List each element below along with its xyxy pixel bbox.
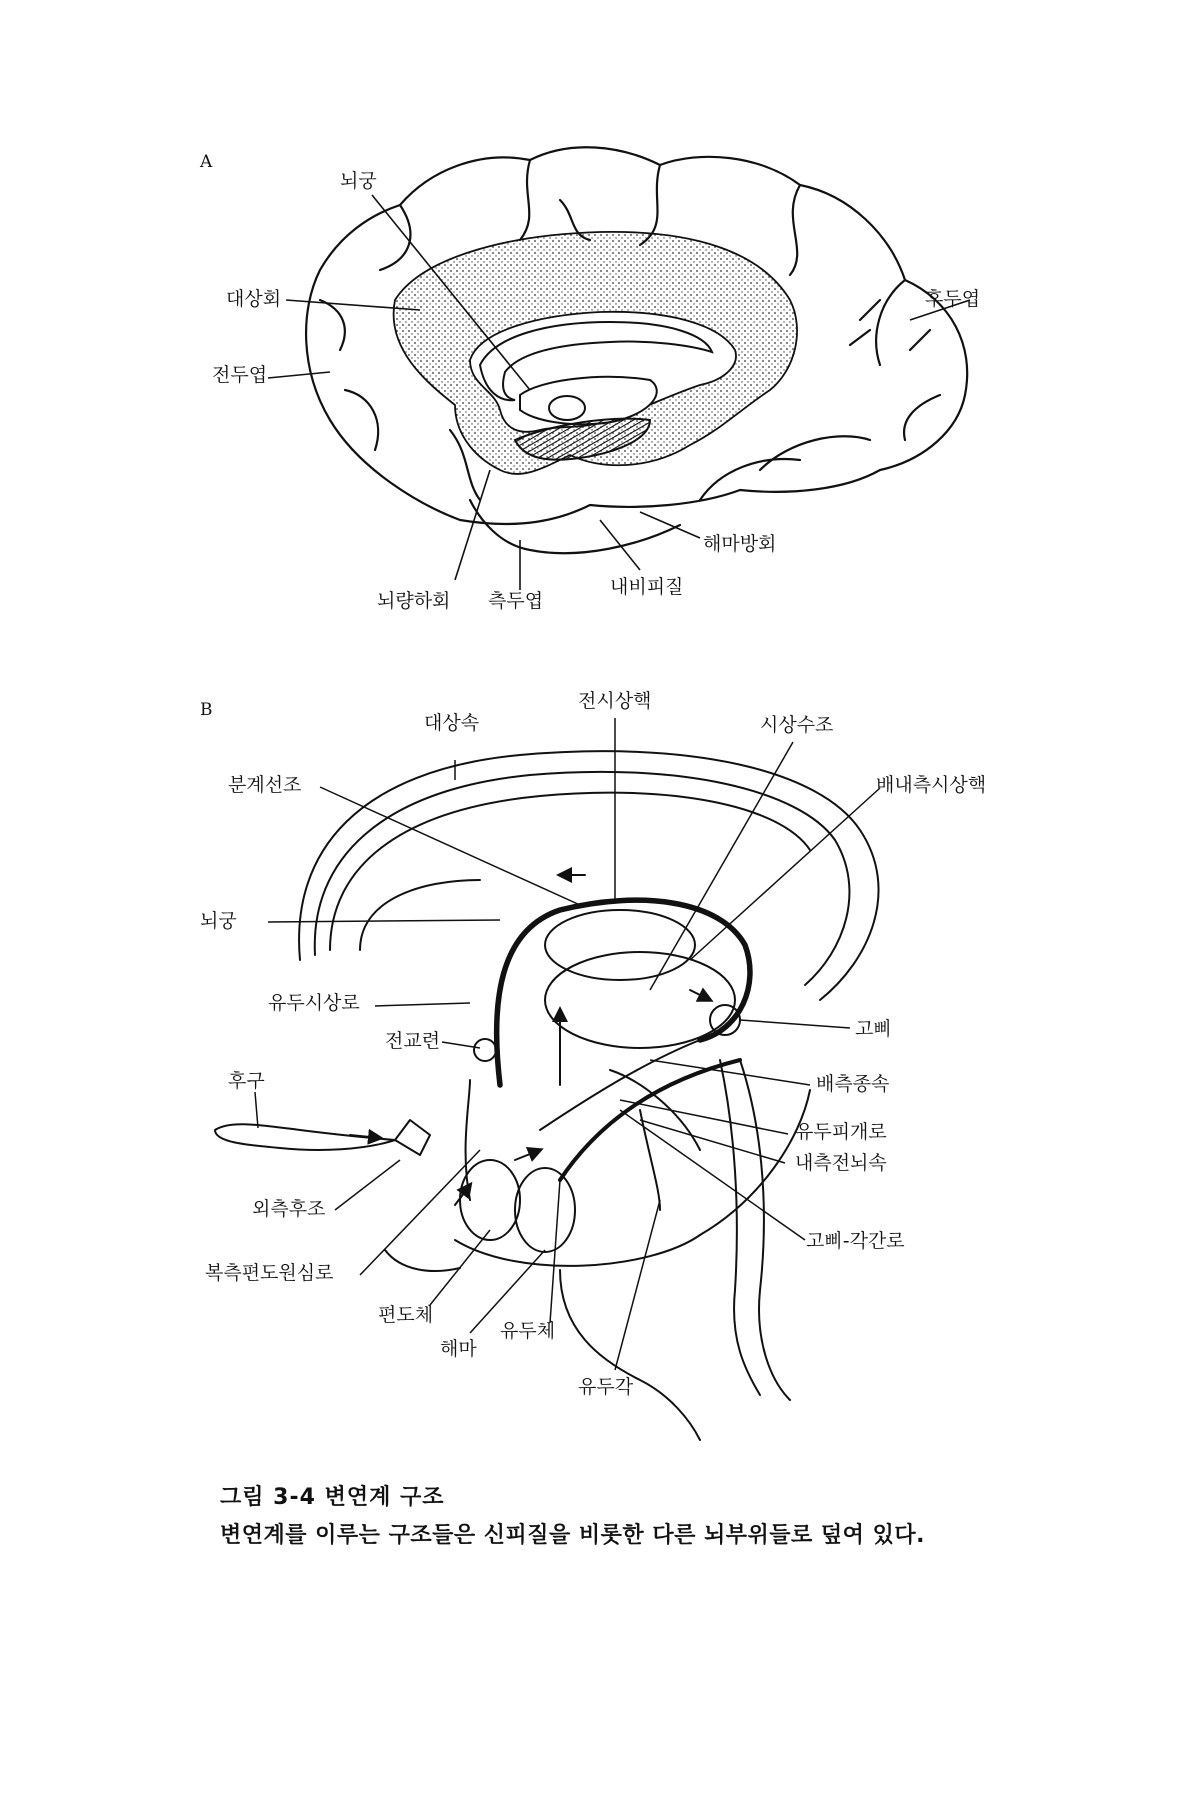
panel-b-letter: B — [200, 700, 213, 720]
thalamus-oval — [549, 396, 585, 420]
label-b-mammillary-peduncle: 유두각 — [578, 1376, 634, 1398]
label-b-stria-medullaris: 시상수조 — [760, 714, 834, 736]
label-a-subcallosal-gyrus: 뇌량하회 — [377, 590, 451, 612]
label-a-cingulate-gyrus: 대상회 — [226, 288, 282, 310]
label-a-entorhinal-cortex: 내비피질 — [610, 576, 684, 598]
label-b-mediodorsal-thalamic-nucleus: 배내측시상핵 — [876, 774, 987, 796]
label-b-hippocampus: 해마 — [440, 1338, 477, 1360]
label-a-occipital-lobe: 후두엽 — [925, 288, 981, 310]
label-b-lateral-olfactory-stria: 외측후조 — [252, 1198, 326, 1220]
label-b-medial-forebrain-bundle: 내측전뇌속 — [795, 1152, 887, 1174]
label-b-cingulum: 대상속 — [424, 712, 480, 734]
label-b-mammillary-body: 유두체 — [500, 1320, 556, 1342]
label-a-parahippocampal-gyrus: 해마방회 — [703, 533, 777, 555]
label-b-habenulo-interpeduncular-tract: 고삐-각간로 — [806, 1230, 905, 1252]
label-b-stria-terminalis: 분계선조 — [228, 774, 302, 796]
figure-caption-body: 변연계를 이루는 구조들은 신피질을 비롯한 다른 뇌부위들로 덮여 있다. — [220, 1523, 925, 1548]
label-b-fornix: 뇌궁 — [200, 910, 237, 932]
label-b-habenula: 고삐 — [855, 1018, 892, 1040]
label-a-frontal-lobe: 전두엽 — [212, 364, 268, 386]
label-b-mammillothalamic-tract: 유두시상로 — [268, 992, 360, 1014]
figure-caption-title: 그림 3-4 변연계 구조 — [220, 1485, 445, 1510]
panel-a-letter: A — [200, 152, 213, 172]
label-b-ventral-amygdalofugal-pathway: 복측편도원심로 — [205, 1262, 334, 1284]
label-b-olfactory-bulb: 후구 — [228, 1070, 265, 1092]
label-b-anterior-commissure: 전교련 — [385, 1030, 441, 1052]
label-b-anterior-thalamic-nucleus: 전시상핵 — [578, 690, 652, 712]
label-a-temporal-lobe: 측두엽 — [488, 590, 544, 612]
panel-b-leaders — [255, 714, 880, 1370]
label-b-dorsal-longitudinal-fasciculus: 배측종속 — [816, 1073, 890, 1095]
label-b-amygdala: 편도체 — [378, 1304, 434, 1326]
label-b-mammillotegmental-tract: 유두피개로 — [795, 1121, 887, 1143]
label-a-fornix: 뇌궁 — [340, 170, 377, 192]
